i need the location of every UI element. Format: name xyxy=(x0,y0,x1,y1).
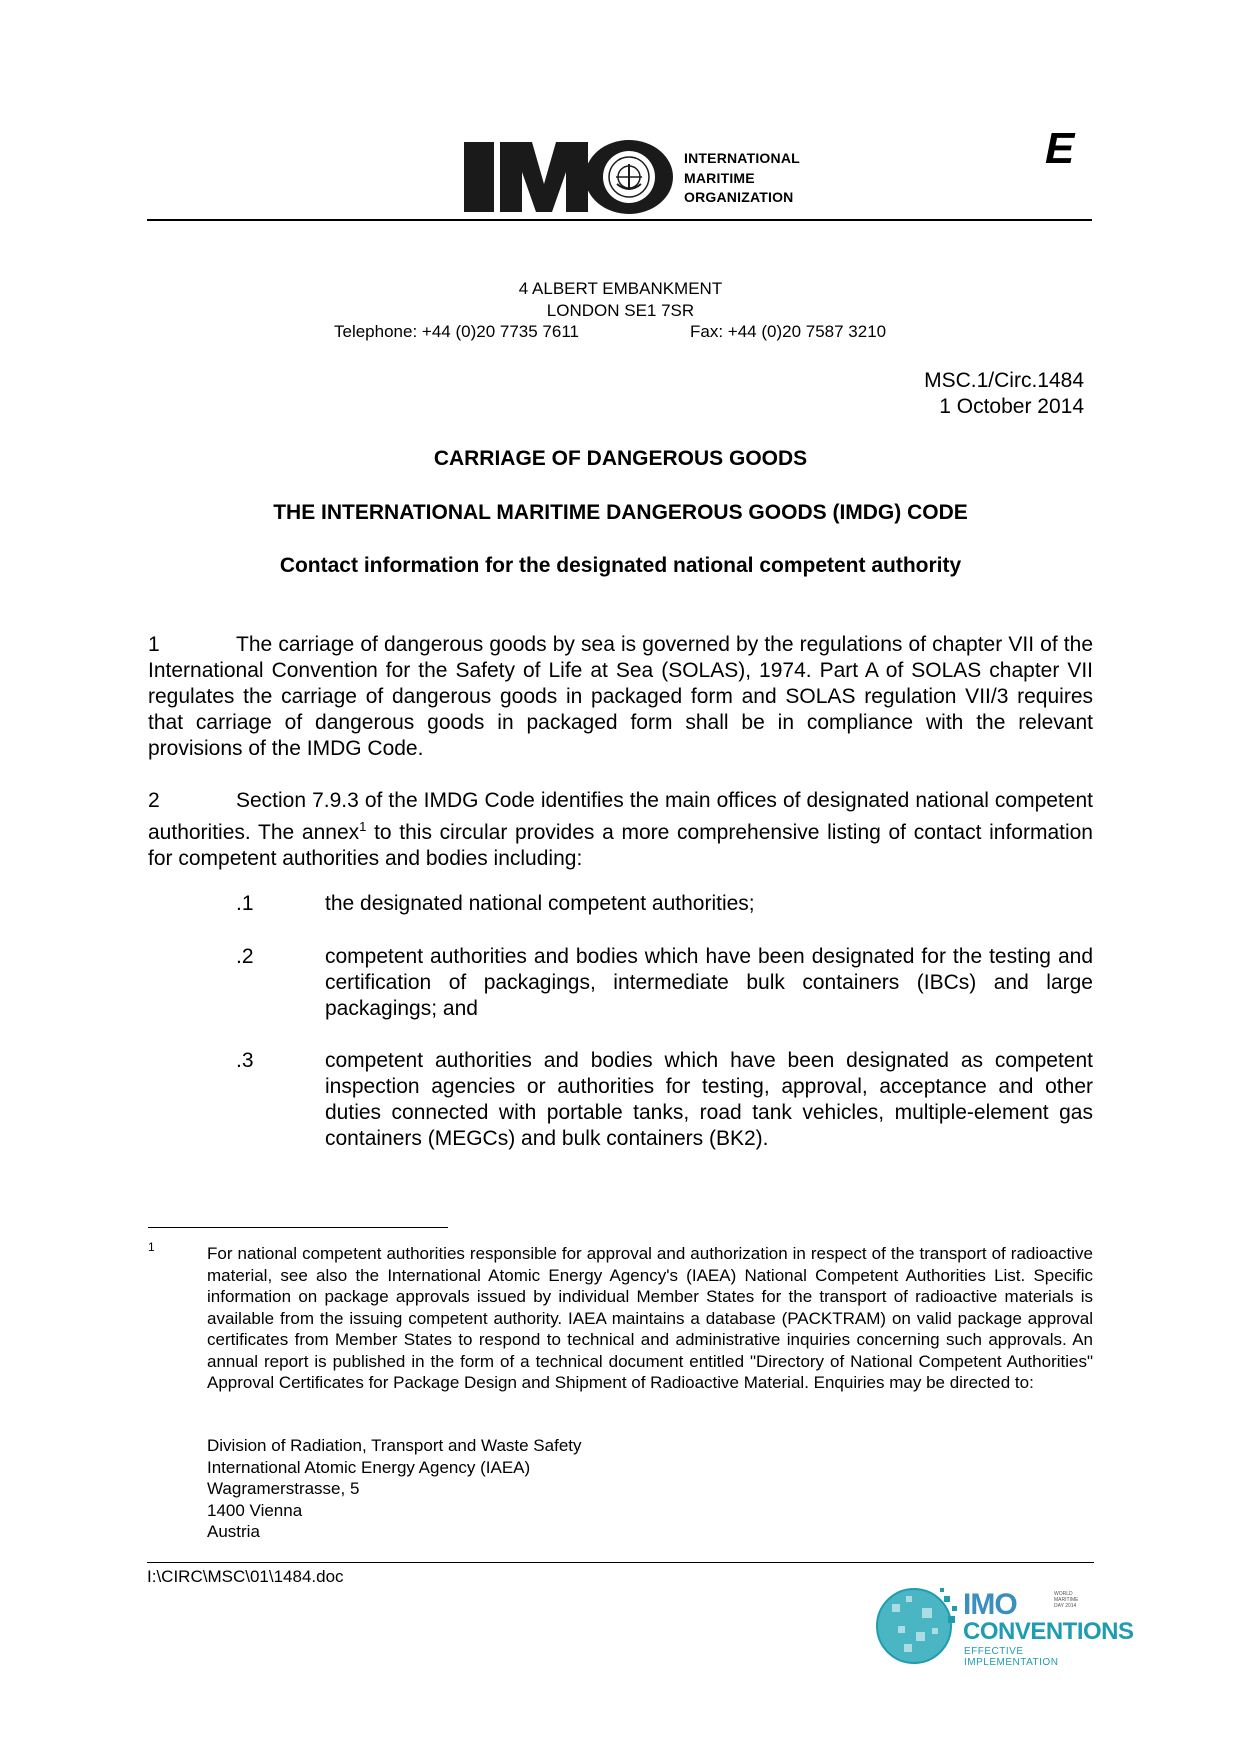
paragraph-number: 2 xyxy=(148,789,160,812)
footnote-address-line: International Atomic Energy Agency (IAEA) xyxy=(207,1457,531,1477)
footnote-divider xyxy=(148,1227,448,1228)
fax: Fax: +44 (0)20 7587 3210 xyxy=(690,322,887,341)
header-divider xyxy=(147,219,1092,221)
paragraph-text: Section 7.9.3 of the IMDG Code identifies the main offices of designated national competent authorities. The annex xyxy=(148,789,1093,844)
document-date: 1 October 2014 xyxy=(939,395,1084,418)
world-maritime-day-line: DAY 2014 xyxy=(1054,1603,1077,1609)
footnote-address-line: 1400 Vienna xyxy=(207,1500,303,1520)
footnote-address-line: Division of Radiation, Transport and Waste Safety xyxy=(207,1436,582,1455)
document-symbol-block xyxy=(924,368,1084,420)
list-item-text: competent authorities and bodies which have been designated for the testing and certification of packagings, intermediate bulk containers (IBCs) and large packagings; and xyxy=(325,945,1093,1020)
logo-imo-text: IMO xyxy=(963,1588,1017,1621)
telephone: Telephone: +44 (0)20 7735 7611 xyxy=(334,322,579,341)
list-item-text: the designated national competent authorities; xyxy=(325,892,755,915)
paragraph-2 xyxy=(148,788,1093,872)
paragraph-1 xyxy=(148,632,1093,762)
footer-divider xyxy=(147,1562,1094,1563)
world-maritime-day-line: MARITIME xyxy=(1054,1597,1079,1603)
footnote-address-line: Wagramerstrasse, 5 xyxy=(207,1479,360,1498)
org-name-line: INTERNATIONAL xyxy=(684,150,800,166)
footnote-address-line: Austria xyxy=(207,1522,260,1541)
footnote-text: For national competent authorities responsible for approval and authorization in respect of the transport of radioactive material, see also the International Atomic Energy Agency's (IAEA) National Competent Authorities List. Specific information on package approvals issued by individual Member States for the transport of radioactive materials is available from the issuing competent authority. IAEA maintains a database (PACKTRAM) on valid package approval certificates from Member States to respond to technical and administrative inquiries concerning such approvals. An annual report is published in the form of a technical document entitled "Directory of National Competent Authorities" Approval Certificates for Package Design and Shipment of Radioactive Material. Enquiries may be directed to: xyxy=(207,1244,1093,1392)
org-name-line: MARITIME xyxy=(684,169,755,186)
address-line-2: LONDON SE1 7SR xyxy=(546,301,695,320)
logo-tagline: EFFECTIVE IMPLEMENTATION xyxy=(964,1646,1059,1668)
heading-title: Contact information for the designated national competent authority xyxy=(279,554,962,577)
footnote-reference[interactable]: 1 xyxy=(359,819,367,834)
document-file-reference: I:\CIRC\MSC\01\1484.doc xyxy=(147,1567,344,1586)
language-code: E xyxy=(1045,124,1075,173)
logo-conventions-text: CONVENTIONS xyxy=(963,1618,1134,1645)
org-name-line: ORGANIZATION xyxy=(684,189,794,205)
world-maritime-day-line: WORLD xyxy=(1054,1591,1073,1597)
imo-conventions-logo xyxy=(872,1582,1134,1668)
paragraph-text: The carriage of dangerous goods by sea is governed by the regulations of chapter VII of the International Convention for the Safety of Life at Sea (SOLAS), 1974. Part A of SOLAS chapter VII regulates the carriage of dangerous goods in packaged form and SOLAS regulation VII/3 requires that carriage of dangerous goods in packaged form shall be in compliance with the relevant provisions of the IMDG Code. xyxy=(148,633,1093,760)
heading-code: THE INTERNATIONAL MARITIME DANGEROUS GOODS (IMDG) CODE xyxy=(273,501,968,524)
document-symbol: MSC.1/Circ.1484 xyxy=(924,369,1084,392)
list-item-text: competent authorities and bodies which have been designated as competent inspection agencies or authorities for testing, approval, acceptance and other duties connected with portable tanks, road tank vehicles, multiple-element gas containers (MEGCs) and bulk containers (BK2). xyxy=(325,1049,1093,1150)
paragraph-text: to this circular provides a more comprehensive listing of contact information for competent authorities and bodies including: xyxy=(148,821,1093,870)
imo-logo xyxy=(462,134,832,220)
footnote-address xyxy=(207,1435,582,1543)
list-item-number: .3 xyxy=(236,1049,254,1072)
address-line-1: 4 ALBERT EMBANKMENT xyxy=(518,279,723,298)
heading-subject: CARRIAGE OF DANGEROUS GOODS xyxy=(433,447,808,470)
globe-icon xyxy=(872,1582,960,1666)
footnote-number: 1 xyxy=(148,1240,155,1254)
paragraph-number: 1 xyxy=(148,633,160,656)
list-item-number: .2 xyxy=(236,945,254,968)
org-name xyxy=(684,149,800,208)
imo-logo-mark xyxy=(462,134,677,220)
list-item-number: .1 xyxy=(236,892,254,915)
world-maritime-day-mark xyxy=(1054,1591,1094,1609)
